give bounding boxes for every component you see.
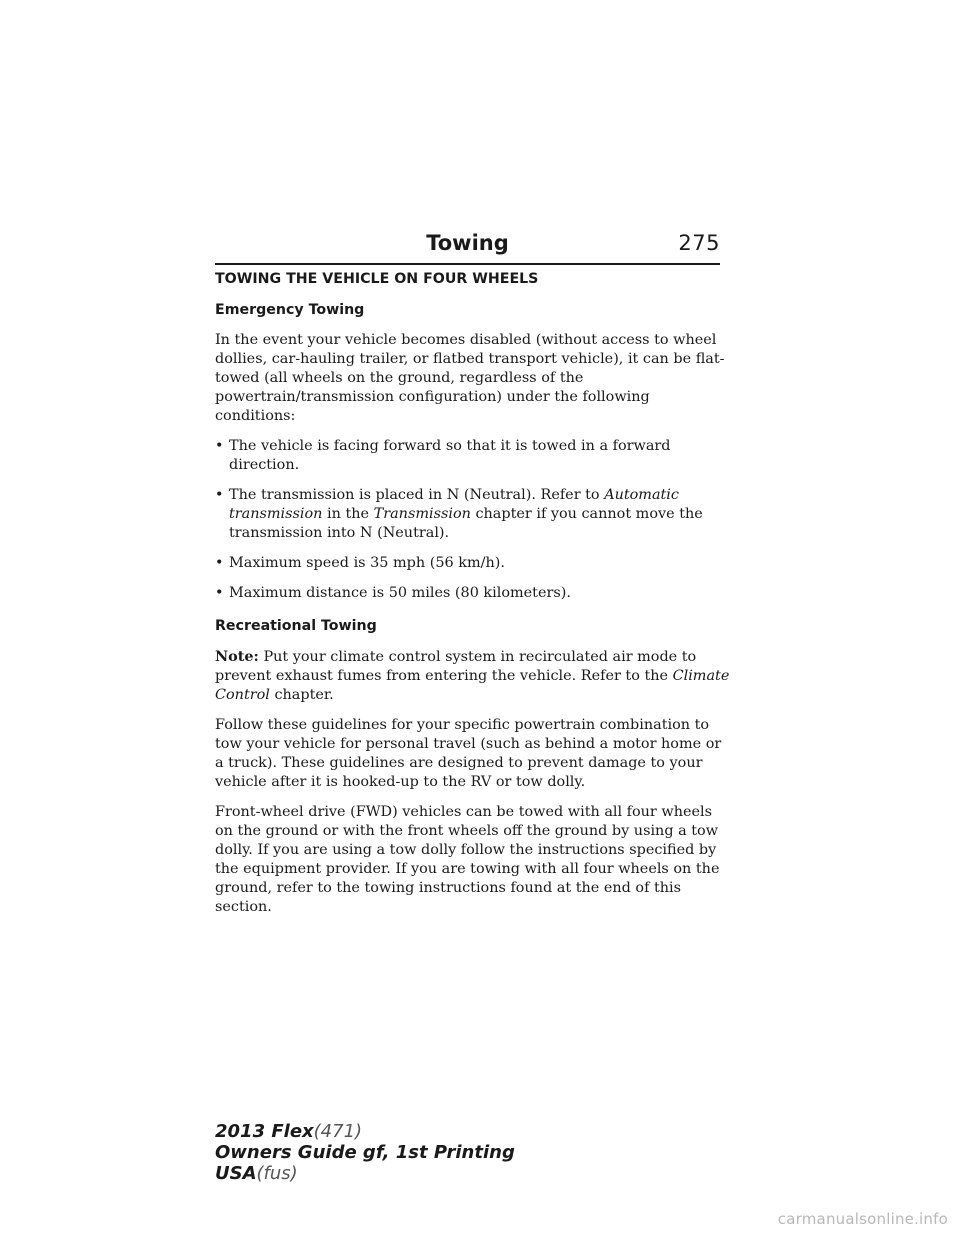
footer-model-code: (471) (313, 1121, 363, 1142)
cross-reference-transmission: Transmission (373, 506, 471, 522)
main-heading: TOWING THE VEHICLE ON FOUR WHEELS (215, 271, 539, 287)
list-item (215, 486, 730, 543)
page-header (215, 229, 720, 265)
bullet-icon: • (215, 487, 224, 503)
footer-line-market (215, 1163, 515, 1184)
note-text: chapter. (269, 687, 334, 703)
fwd-paragraph: Front-wheel drive (FWD) vehicles can be towed with all four wheels on the ground or with the front wheels off the ground by using a tow dolly. If you are using a tow dolly follow the instructions specified by the equipment provider. If you are towing with all four wheels on the ground, refer to the towing instructions found at the end of this section. (215, 804, 720, 915)
section-title: Towing (426, 231, 509, 255)
bullet-text (229, 486, 730, 543)
footer-model: 2013 Flex (215, 1121, 314, 1142)
bullet-text: Maximum distance is 50 miles (80 kilometers). (229, 585, 571, 601)
footer-market: USA (215, 1163, 257, 1184)
list-item (215, 437, 730, 475)
emergency-towing-heading: Emergency Towing (215, 302, 365, 318)
page-footer (215, 1121, 515, 1184)
bullet-text-part: in the (322, 506, 374, 522)
bullet-text: The vehicle is facing forward so that it is towed in a forward direction. (229, 438, 671, 473)
bullet-text-part: The transmission is placed in N (Neutral). Refer to (229, 487, 605, 503)
note-label: Note: (215, 648, 259, 665)
watermark: carmanualsonline.info (777, 1210, 948, 1228)
cross-reference-climate-control: Climate Control (215, 668, 730, 703)
guidelines-paragraph: Follow these guidelines for your specific powertrain combination to tow your vehicle for personal travel (such as behind a motor home or a truck). These guidelines are designed to prevent damage to your vehicle after it is hooked-up to the RV or tow dolly. (215, 717, 722, 790)
emergency-intro: In the event your vehicle becomes disabled (without access to wheel dollies, car-hauling trailer, or flatbed transport vehicle), it can be flat-towed (all wheels on the ground, regardless of the powertrain/transmission configuration) under the following conditions: (215, 332, 725, 424)
note-paragraph (215, 647, 730, 705)
bullet-icon: • (215, 438, 224, 454)
bullet-icon: • (215, 555, 224, 571)
list-item (215, 584, 730, 603)
bullet-text-part: chapter if you cannot move the transmission into N (Neutral). (229, 506, 703, 541)
bullet-text: Maximum speed is 35 mph (56 km/h). (229, 555, 505, 571)
footer-line-model (215, 1121, 515, 1142)
footer-line-guide: Owners Guide gf, 1st Printing (215, 1142, 515, 1163)
bullet-icon: • (215, 585, 224, 601)
list-item (215, 554, 730, 573)
page-body (215, 270, 730, 928)
note-text: Put your climate control system in recirculated air mode to prevent exhaust fumes from entering the vehicle. Refer to the (215, 649, 697, 684)
page-number: 275 (678, 231, 720, 255)
cross-reference-automatic-transmission: Automatic transmission (229, 487, 679, 522)
footer-market-code: (fus) (256, 1163, 298, 1184)
recreational-towing-heading: Recreational Towing (215, 618, 377, 634)
